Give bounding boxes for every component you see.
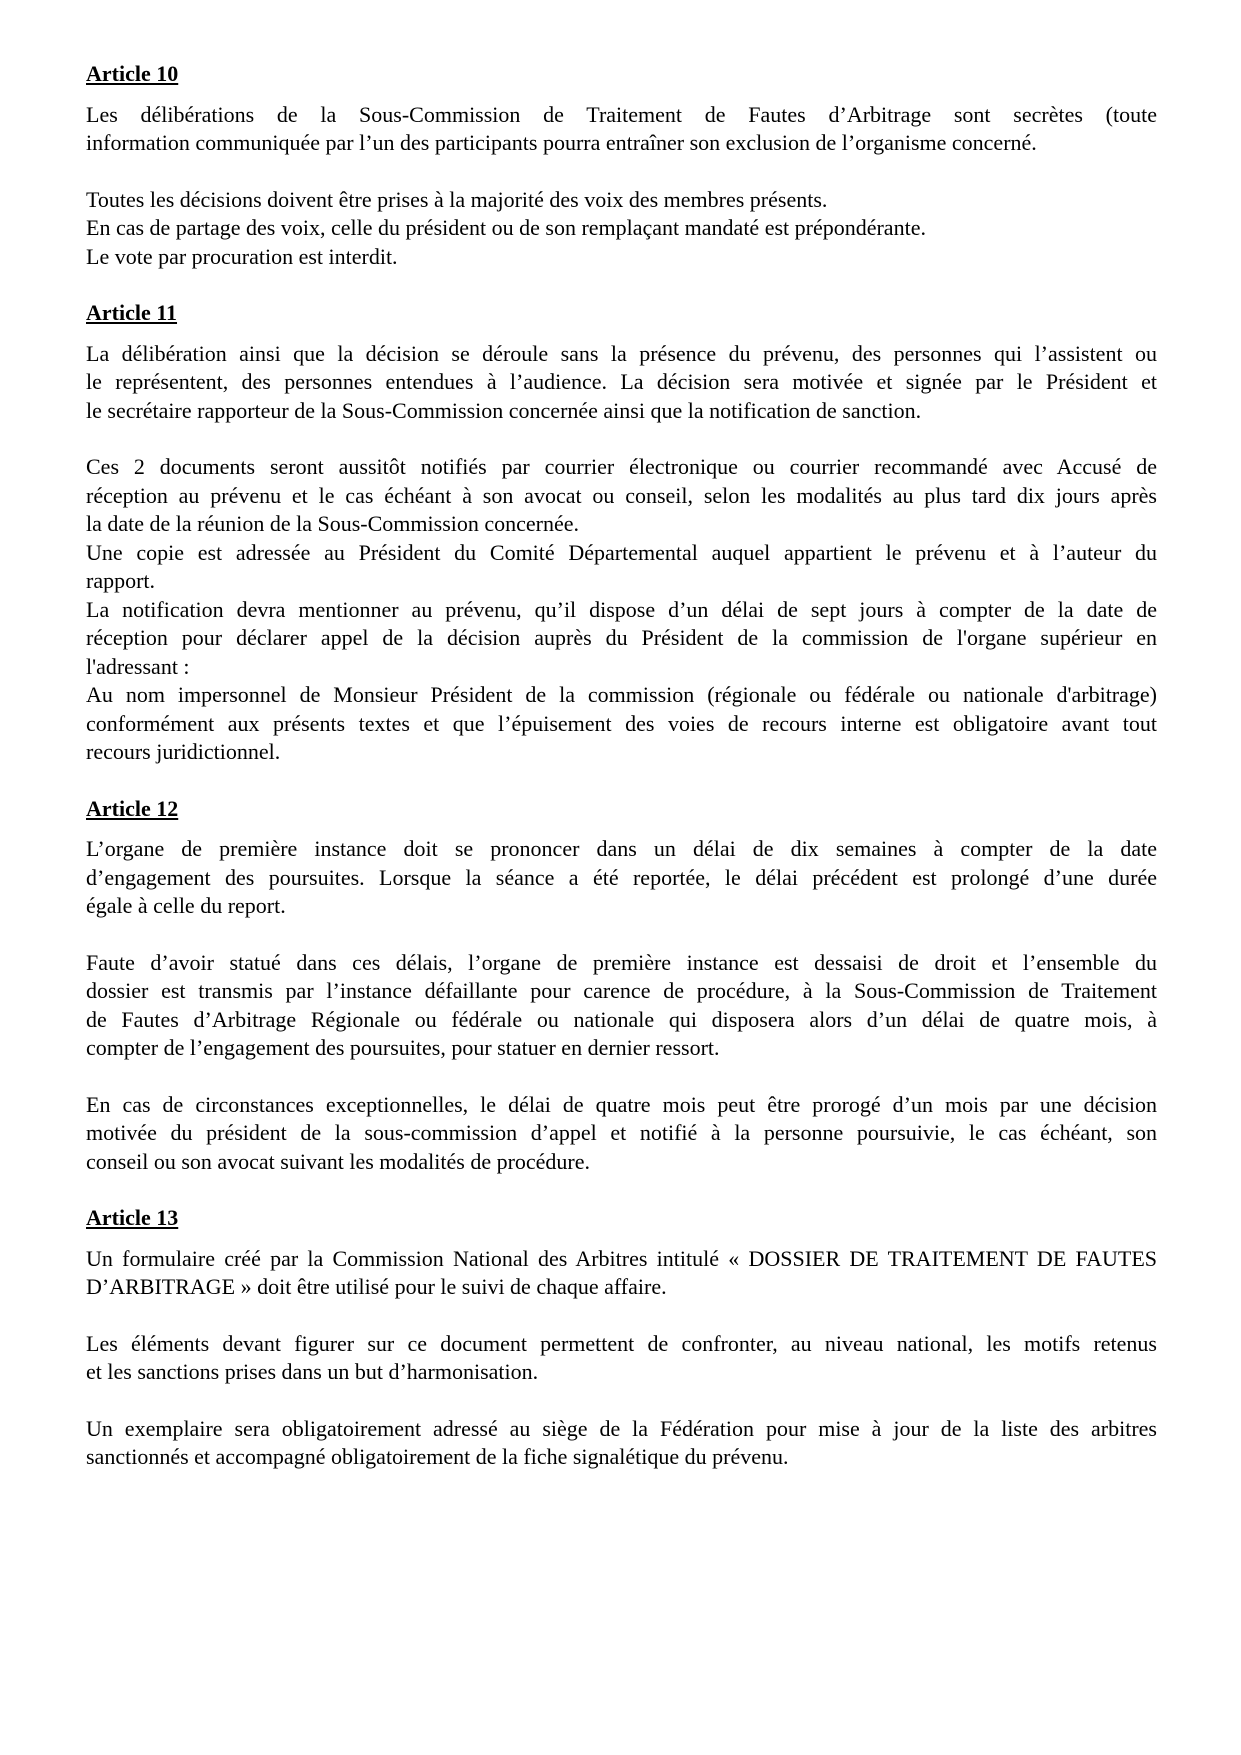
text-line: rapport. [86,568,156,593]
paragraph [86,835,1157,921]
text-line: motivée du président de la sous-commission d’appel et notifié à la personne poursuivie, le cas échéant, son [86,1120,1157,1145]
document-page [86,60,1157,1500]
text-line: d’engagement des poursuites. Lorsque la séance a été reportée, le délai précédent est prolongé d’une durée [86,864,1157,890]
text-line: L’organe de première instance doit se prononcer dans un délai de dix semaines à compter de la date [86,836,1157,861]
article-heading: Article 12 [86,795,179,821]
paragraph [86,1091,1157,1177]
text-line: Faute d’avoir statué dans ces délais, l’organe de première instance est dessaisi de droit et l’ensemble du [86,949,1157,975]
text-line: conformément aux présents textes et que l’épuisement des voies de recours interne est obligatoire avant tout [86,710,1157,736]
text-line: l'adressant : [86,653,190,679]
text-line: la date de la réunion de la Sous-Commission concernée. [86,511,580,536]
text-line: Ces 2 documents seront aussitôt notifiés par courrier électronique ou courrier recommandé avec Accusé de [86,454,1157,479]
text-line: sanctionnés et accompagné obligatoirement de la fiche signalétique du prévenu. [86,1444,789,1469]
text-line: En cas de circonstances exceptionnelles, le délai de quatre mois peut être prorogé d’un mois par une décision [86,1091,1157,1117]
text-line: Toutes les décisions doivent être prises à la majorité des voix des membres présents. [86,186,828,212]
paragraph [86,1330,1157,1387]
paragraph [86,1245,1157,1302]
text-line: La délibération ainsi que la décision se déroule sans la présence du prévenu, des personnes qui l’assistent ou [86,340,1157,366]
text-line: le secrétaire rapporteur de la Sous-Commission concernée ainsi que la notification de sanction. [86,397,922,423]
paragraph [86,453,1157,767]
paragraph [86,340,1157,426]
text-line: dossier est transmis par l’instance défaillante pour carence de procédure, à la Sous-Commission de Traitement [86,978,1157,1003]
article-section [86,299,1157,767]
text-line: égale à celle du report. [86,893,286,918]
text-line: D’ARBITRAGE » doit être utilisé pour le suivi de chaque affaire. [86,1274,667,1299]
text-line: Le vote par procuration est interdit. [86,243,398,269]
text-line: Au nom impersonnel de Monsieur Président de la commission (régionale ou fédérale ou nationale d'arbitrage) [86,682,1157,707]
text-line: recours juridictionnel. [86,739,281,764]
text-line: information communiquée par l’un des participants pourra entraîner son exclusion de l’organisme concerné. [86,130,1037,155]
paragraph [86,1415,1157,1472]
paragraph [86,949,1157,1063]
article-heading: Article 10 [86,61,179,86]
text-line: réception pour déclarer appel de la décision auprès du Président de la commission de l'organe supérieur en [86,625,1157,650]
text-line: de Fautes d’Arbitrage Régionale ou fédérale ou nationale qui disposera alors d’un délai de quatre mois, à [86,1006,1157,1032]
paragraph [86,186,1157,272]
article-section [86,795,1157,1177]
text-line: réception au prévenu et le cas échéant à son avocat ou conseil, selon les modalités au plus tard dix jours après [86,482,1157,508]
text-line: Une copie est adressée au Président du Comité Départemental auquel appartient le prévenu et à l’auteur du [86,539,1157,565]
text-line: Les délibérations de la Sous-Commission de Traitement de Fautes d’Arbitrage sont secrètes (toute [86,101,1157,127]
text-line: compter de l’engagement des poursuites, pour statuer en dernier ressort. [86,1035,720,1060]
text-line: En cas de partage des voix, celle du président ou de son remplaçant mandaté est prépondérante. [86,215,926,240]
article-heading: Article 11 [86,300,178,325]
article-heading: Article 13 [86,1205,179,1230]
text-line: Un exemplaire sera obligatoirement adressé au siège de la Fédération pour mise à jour de la liste des arbitres [86,1415,1157,1441]
article-section [86,60,1157,271]
text-line: Les éléments devant figurer sur ce document permettent de confronter, au niveau national, les motifs retenus [86,1330,1157,1356]
text-line: conseil ou son avocat suivant les modalités de procédure. [86,1148,591,1174]
text-line: le représentent, des personnes entendues à l’audience. La décision sera motivée et signée par le Président et [86,369,1157,394]
article-section [86,1204,1157,1472]
text-line: Un formulaire créé par la Commission National des Arbitres intitulé « DOSSIER DE TRAITEMENT DE FAUTES [86,1245,1157,1271]
text-line: La notification devra mentionner au prévenu, qu’il dispose d’un délai de sept jours à compter de la date de [86,596,1157,622]
paragraph [86,101,1157,158]
text-line: et les sanctions prises dans un but d’harmonisation. [86,1359,539,1384]
